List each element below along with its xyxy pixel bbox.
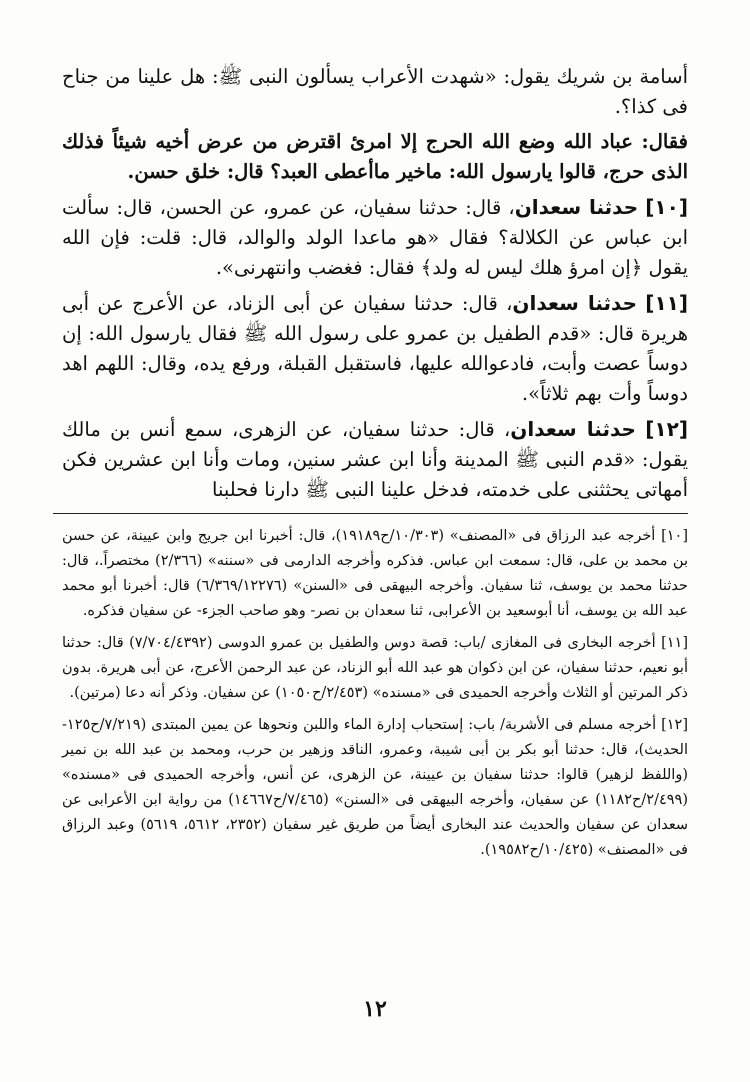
- hadith-10: [62, 192, 688, 283]
- paragraph-fa-qala: فقال: عباد الله وضع الله الحرج إلا امرئ اقترض من عرض أخيه شيئاً فذلك الذى حرج، قالوا يارسول الله: ماخير ماأعطى العبد؟ قال: خلق حسن.: [62, 130, 688, 183]
- hadith-text: ، قال: حدثنا سفيان عن أبى الزناد، عن الأعرج عن أبى هريرة قال: «قدم الطفيل بن عمرو على رسول الله ﷺ فقال يارسول الله: إن دوساً عصت وأبت، فادعوالله عليها، فاستقبل القبلة، ورفع يده، وقال: اللهم اهد دوساً وأت بهم ثلاثاً».: [62, 292, 688, 405]
- main-text: [62, 62, 688, 505]
- hadith-number: [١٠]: [645, 195, 688, 219]
- footnotes: [62, 524, 688, 863]
- hadith-number: [١٢]: [645, 417, 688, 441]
- page-number: ١٢: [363, 996, 387, 1022]
- footnote-separator: [53, 513, 688, 514]
- footnote-11: [١١] أخرجه البخارى فى المغازى /باب: قصة دوس والطفيل بن عمرو الدوسى (٧/٧٠٤/٤٣٩٢) قال: حدثنا أبو نعيم، حدثنا سفيان، عن ابن ذكوان هو عبد الله أبو الزناد، عن عبد الرحمن الأعرج، عن أبى هريرة. بدون ذكر المرتين أو الثلاث وأخرجه الحميدى فى «مسنده» (٢/٤٥٣/ح١٠٥٠) عن سفيان. وذكر أنه دعا (مرتين).: [62, 635, 688, 701]
- hadith-number: [١١]: [645, 291, 688, 315]
- hadith-11: [62, 288, 688, 409]
- hadith-text: ، قال: حدثنا سفيان، عن الزهرى، سمع أنس بن مالك يقول: «قدم النبى ﷺ المدينة وأنا ابن عشر سنين، ومات وأنا ابن عشرين فكن أمهاتى يحثثنى على خدمته، فدخل علينا النبى ﷺ دارنا فحلبنا: [62, 418, 688, 501]
- footnote-10: [١٠] أخرجه عبد الرزاق فى «المصنف» (١٠/٣٠٣/ح١٩١٨٩)، قال: أخبرنا ابن جريج وابن عيينة، عن حسن بن محمد بن على، قال: سمعت ابن عباس. فذكره وأخرجه الدارمى فى «سننه» (٢/٣٦٦) مختصراً.، قال: حدثنا محمد بن يوسف، ثنا سفيان. وأخرجه البيهقى فى «السنن» (٦/٣٦٩/١٢٢٧٦) قال: أخبرنا أبو محمد عبد الله بن يوسف، أنا أبوسعيد بن الأعرابى، ثنا سعدان بن نصر- وهو صاحب الجزء- عن سفيان فذكره.: [62, 528, 688, 619]
- paragraph-intro: أسامة بن شريك يقول: «شهدت الأعراب يسألون النبى ﷺ: هل علينا من جناح فى كذا؟.: [62, 65, 688, 118]
- hadith-12: [62, 414, 688, 505]
- narrator-heading: حدثنا سعدان: [514, 195, 639, 219]
- footnote-12: [١٢] أخرجه مسلم فى الأشربة/ باب: إستحباب إدارة الماء واللبن ونحوها عن يمين المبتدى (٧/٢١٩/ح١٢٥- الحديث)، قال: حدثنا أبو بكر بن أبى شيبة، وعمرو، الناقد وزهير بن حرب، ومحمد بن عبد الله بن نمير (واللفظ لزهير) قالوا: حدثنا سفيان بن عيينة، عن الزهرى، عن أنس، وأخرجه الحميدى فى «مسنده» (٢/٤٩٩/ح١١٨٢) عن سفيان، وأخرجه البيهقى فى «السنن» (٧/٤٦٥/ح١٤٦٦٧) من رواية ابن الأعرابى عن سعدان عن سفيان والحديث عند البخارى أيضاً من طريق غير سفيان (٢٣٥٢، ٥٦١٢، ٥٦١٩) وعبد الرزاق فى «المصنف» (١٠/٤٢٥/ح١٩٥٨٢).: [62, 717, 688, 858]
- narrator-heading: حدثنا سعدان: [510, 417, 636, 441]
- narrator-heading: حدثنا سعدان: [512, 291, 638, 315]
- hadith-text: ، قال: حدثنا سفيان، عن عمرو، عن الحسن، قال: سألت ابن عباس عن الكلالة؟ فقال «هو ماعدا الولد والوالد، قال: قلت: فإن الله يقول ﴿إن امرؤ هلك ليس له ولد﴾ فقال: فغضب وانتهرنى».: [62, 196, 688, 279]
